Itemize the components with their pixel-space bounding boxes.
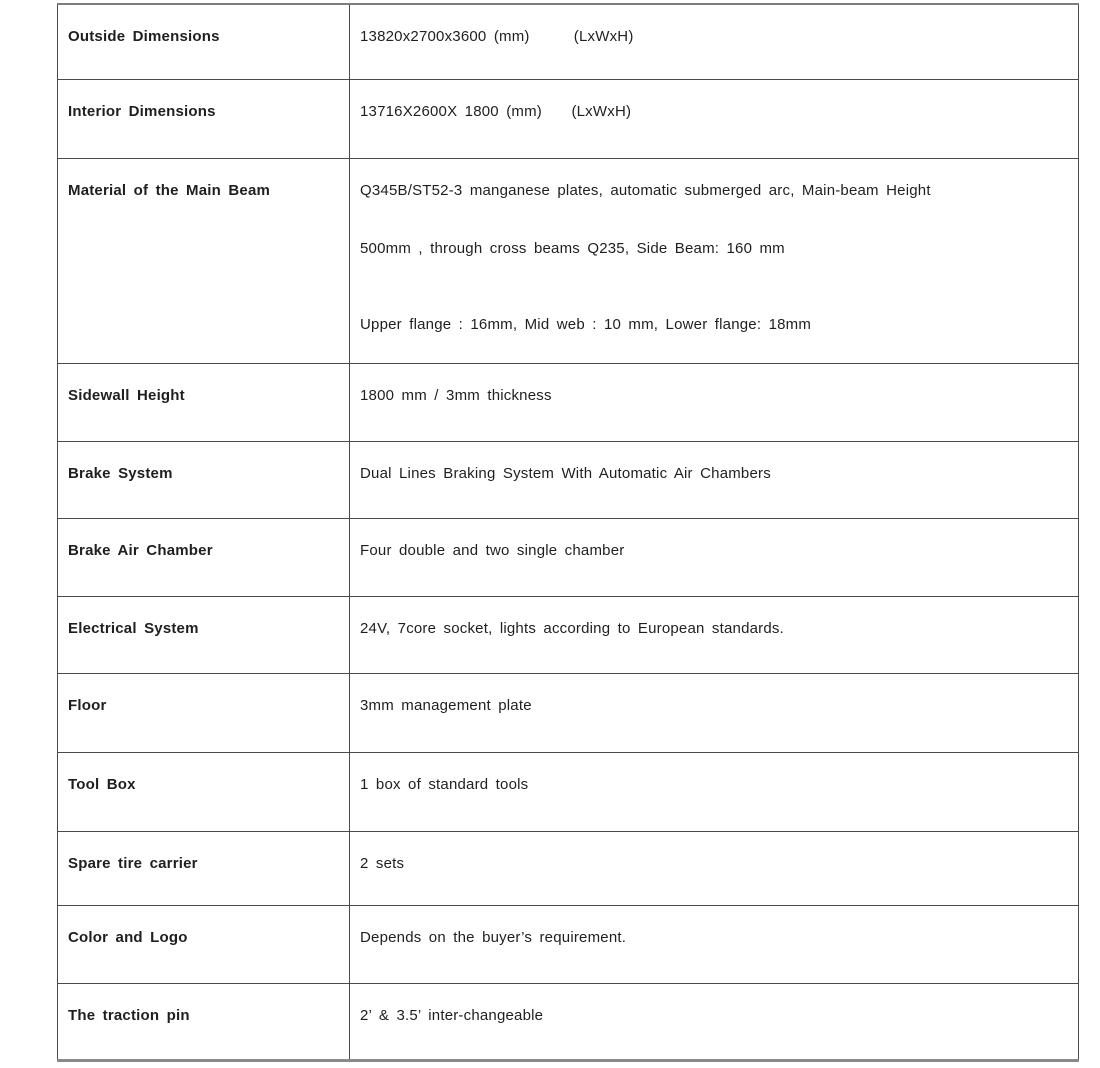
spec-label: Color and Logo [68,928,188,946]
spec-label-outside-dimensions [58,4,350,79]
spec-label-brake-air-chamber [58,518,350,596]
table-row [58,158,1079,363]
spec-label: Tool Box [68,775,136,793]
spec-value-color-and-logo [350,905,1079,983]
spec-label: The traction pin [68,1006,190,1024]
spec-value-tool-box [350,752,1079,831]
spec-table [57,3,1079,1062]
table-row [58,441,1079,518]
spec-label-main-beam-material [58,158,350,363]
spec-value-line: Four double and two single chamber [360,541,625,559]
spec-value-line: 24V, 7core socket, lights according to European standards. [360,619,784,637]
spec-label: Floor [68,696,107,714]
table-row [58,363,1079,441]
spec-value-line: Dual Lines Braking System With Automatic Air Chambers [360,464,771,482]
spec-label-brake-system [58,441,350,518]
spec-label-electrical-system [58,596,350,673]
spec-label: Brake System [68,464,173,482]
spec-label: Spare tire carrier [68,854,198,872]
spec-label-color-and-logo [58,905,350,983]
spec-label-floor [58,673,350,752]
spec-value-line: 13820x2700x3600 (mm) (LxWxH) [360,28,634,45]
spec-value-line: Upper flange : 16mm, Mid web : 10 mm, Lower flange: 18mm [360,315,812,333]
table-row [58,79,1079,158]
table-row [58,983,1079,1060]
table-row [58,831,1079,905]
table-row [58,4,1079,79]
spec-value-brake-air-chamber [350,518,1079,596]
spec-label: Material of the Main Beam [68,181,271,199]
spec-value-line: Q345B/ST52-3 manganese plates, automatic submerged arc, Main-beam Height [360,181,931,199]
spec-value-line: 13716X2600X 1800 (mm) (LxWxH) [360,102,632,120]
spec-value-interior-dimensions [350,79,1079,158]
table-row [58,596,1079,673]
spec-value-line: 3mm management plate [360,696,532,714]
spec-label: Outside Dimensions [68,28,220,45]
spec-label-tool-box [58,752,350,831]
spec-value-line: 2 sets [360,854,405,872]
spec-label: Interior Dimensions [68,102,216,120]
spec-value-line: 1 box of standard tools [360,775,529,793]
spec-value-main-beam-material [350,158,1079,363]
spec-label: Sidewall Height [68,386,185,404]
spec-value-line: 2’ & 3.5’ inter-changeable [360,1006,544,1024]
spec-label-interior-dimensions [58,79,350,158]
spec-value-line: Depends on the buyer’s requirement. [360,928,627,946]
spec-label-spare-tire-carrier [58,831,350,905]
spec-value-line: 1800 mm / 3mm thickness [360,386,552,404]
spec-value-traction-pin [350,983,1079,1060]
spec-label: Brake Air Chamber [68,541,213,559]
spec-value-floor [350,673,1079,752]
spec-label-sidewall-height [58,363,350,441]
table-row [58,905,1079,983]
table-row [58,752,1079,831]
table-row [58,673,1079,752]
spec-value-sidewall-height [350,363,1079,441]
table-row [58,518,1079,596]
spec-label-traction-pin [58,983,350,1060]
spec-value-brake-system [350,441,1079,518]
spec-value-electrical-system [350,596,1079,673]
spec-value-line: 500mm , through cross beams Q235, Side Beam: 160 mm [360,239,785,257]
spec-label: Electrical System [68,619,199,637]
spec-value-spare-tire-carrier [350,831,1079,905]
spec-value-outside-dimensions [350,4,1079,79]
